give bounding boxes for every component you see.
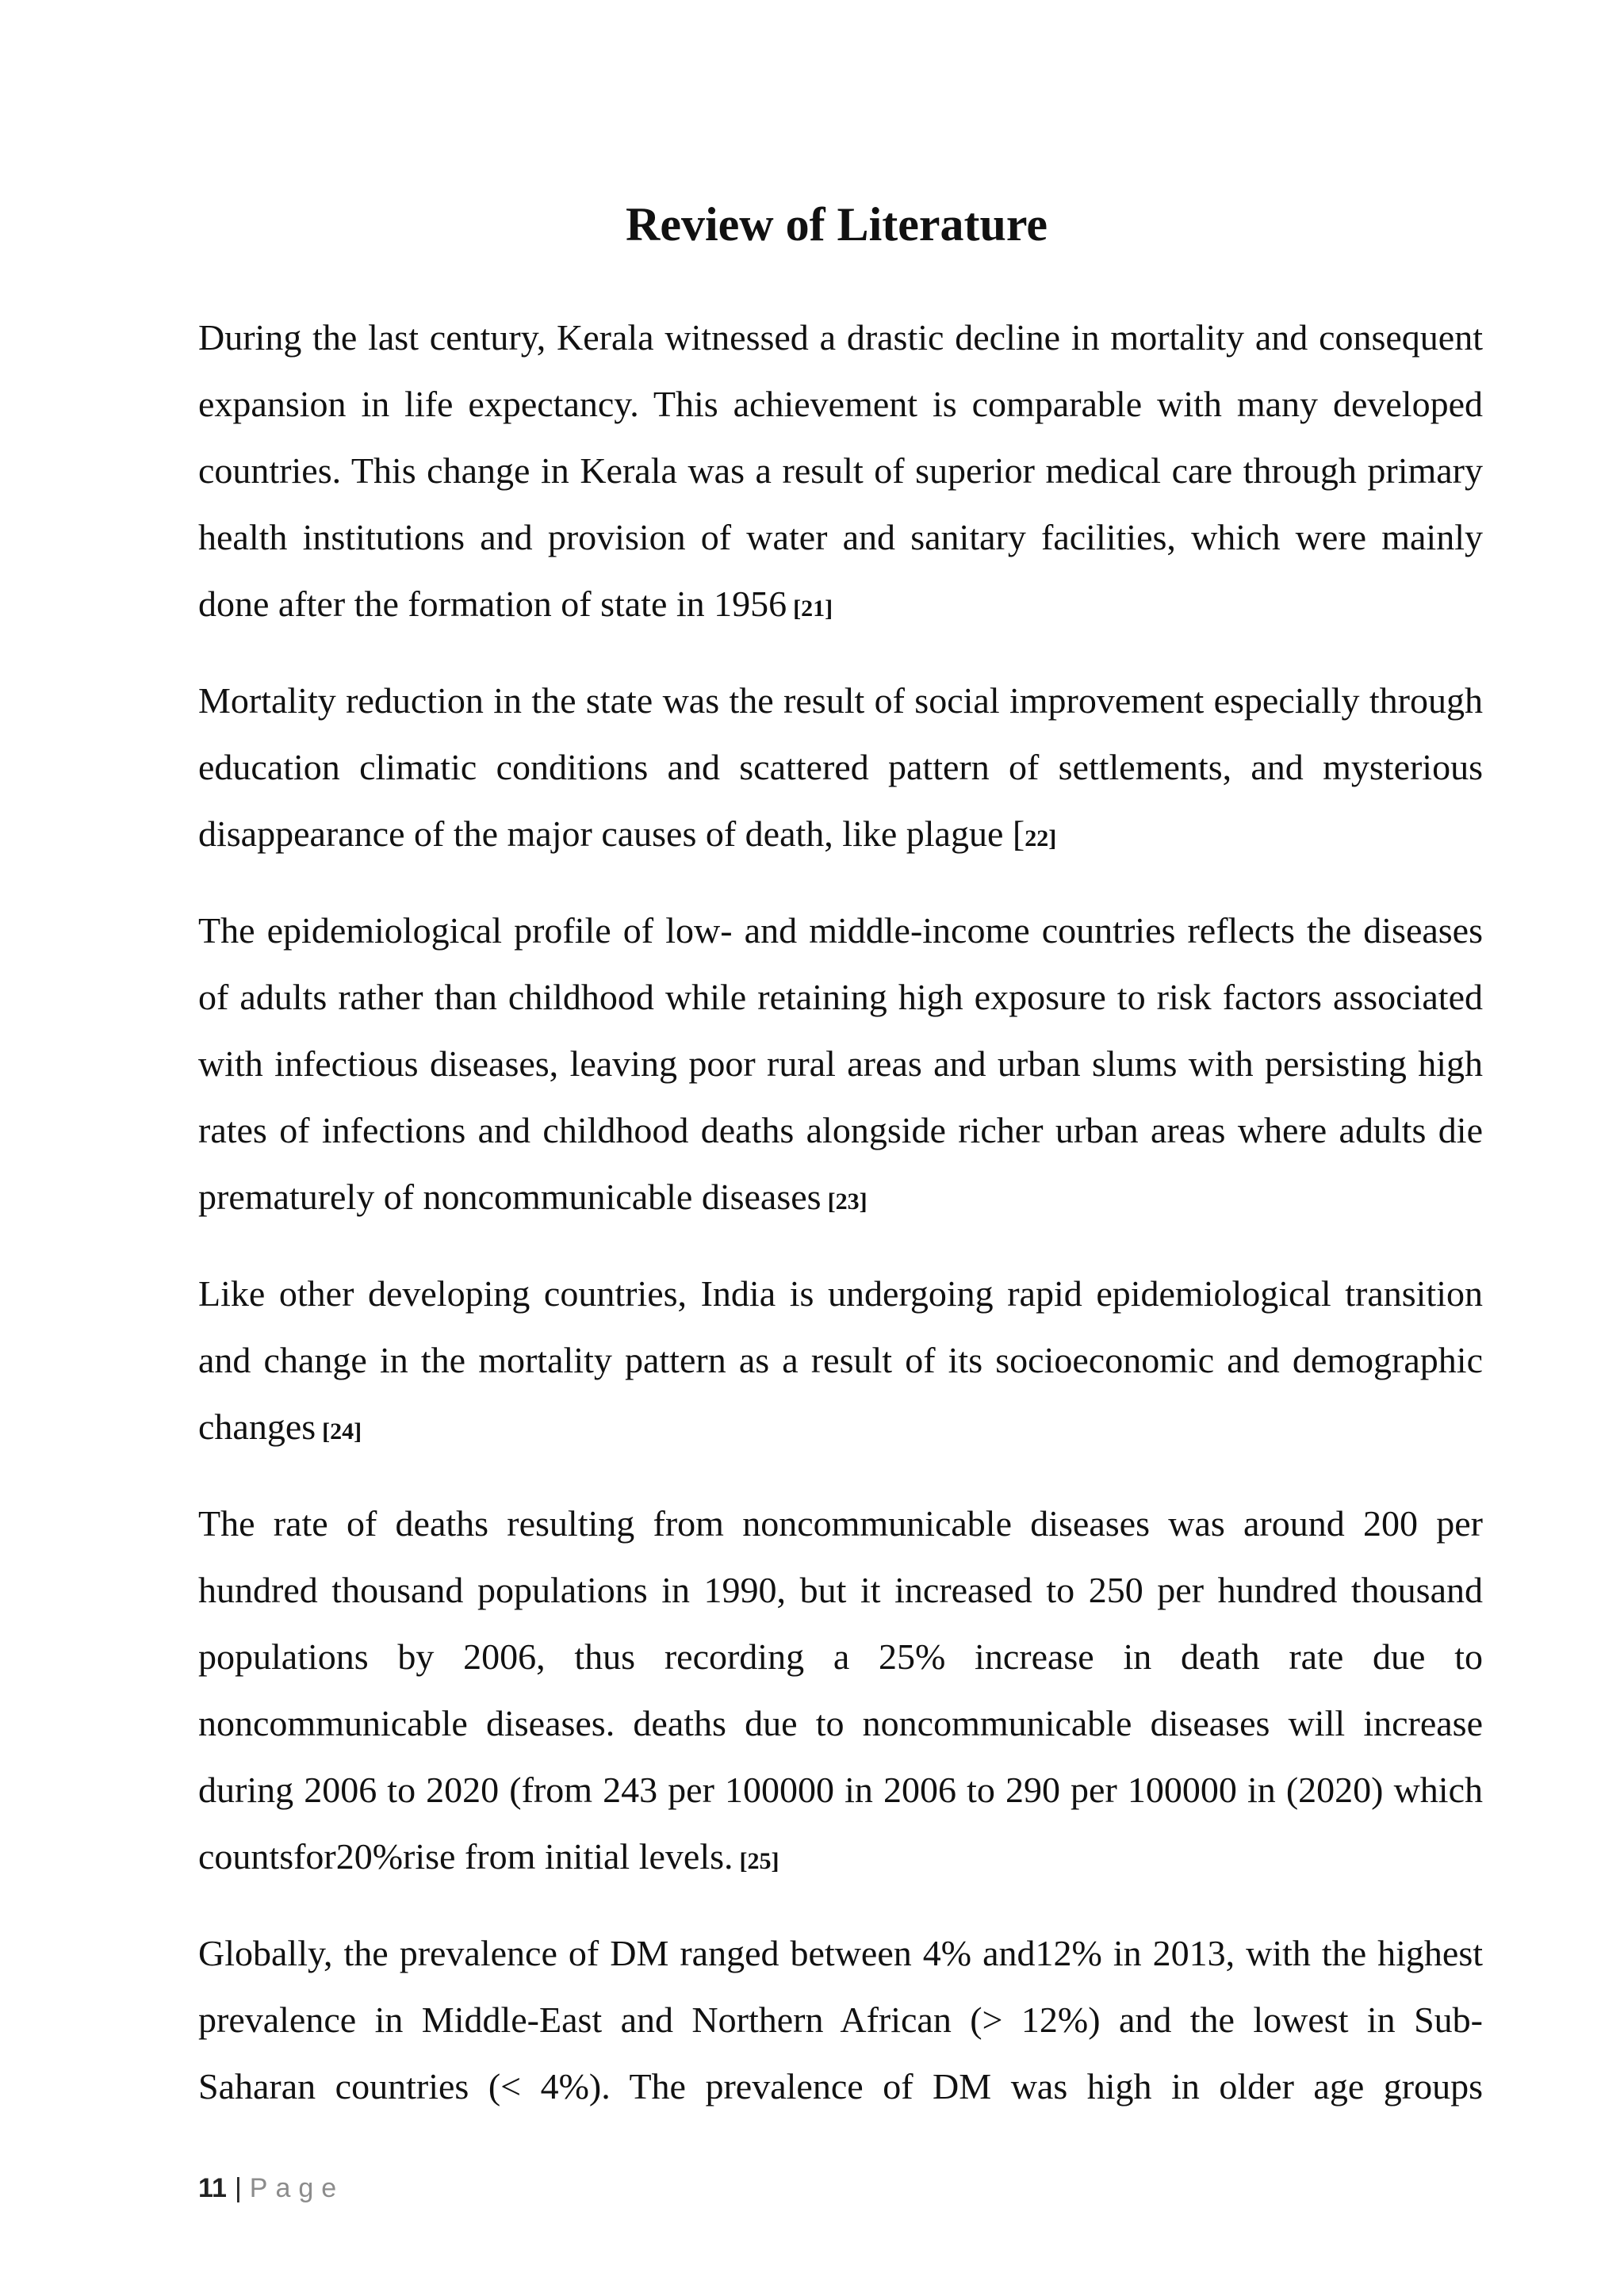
page-label: Page bbox=[249, 2173, 345, 2203]
page-number: 11 bbox=[198, 2173, 227, 2203]
paragraph-text: Like other developing countries, India is undergoing rapid epidemiological transition and change in the mortality pattern as a result of its socioeconomic and demographic changes bbox=[198, 1273, 1483, 1447]
paragraph-text: Globally, the prevalence of DM ranged between 4% and12% in 2013, with the highest prevalence in Middle-East and Northern African (> 12%) and the lowest in Sub-Saharan countries (< 4%). The prevalence of DM was high in older age groups bbox=[198, 1933, 1483, 2107]
paragraph-3 bbox=[198, 897, 1483, 1235]
paragraph-text: The rate of deaths resulting from noncommunicable diseases was around 200 per hundred thousand populations in 1990, but it increased to 250 per hundred thousand populations by 2006, thus recording a 25% increase in death rate due to noncommunicable diseases. deaths due to noncommunicable diseases will increase during 2006 to 2020 (from 243 per 100000 in 2006 to 290 per 100000 in (2020) which countsfor20%rise from initial levels. bbox=[198, 1503, 1483, 1877]
paragraph-text: During the last century, Kerala witnessed a drastic decline in mortality and consequent expansion in life expectancy. This achievement is comparable with many developed countries. This change in Kerala was a result of superior medical care through primary health institutions and provision of water and sanitary facilities, which were mainly done after the formation of state in 1956 bbox=[198, 317, 1483, 624]
citation: [25] bbox=[739, 1848, 779, 1874]
citation: [21] bbox=[793, 595, 833, 622]
paragraph-text: Mortality reduction in the state was the result of social improvement especially through education climatic conditions and scattered pattern of settlements, and mysterious disappearance of the major causes of death, like plague [ bbox=[198, 680, 1483, 854]
citation: [24] bbox=[322, 1418, 362, 1445]
footer-separator: | bbox=[234, 2173, 242, 2203]
citation: 22] bbox=[1025, 825, 1057, 851]
paragraph-1 bbox=[198, 304, 1483, 642]
paragraph-4 bbox=[198, 1261, 1483, 1465]
paragraph-5 bbox=[198, 1490, 1483, 1895]
citation: [23] bbox=[827, 1188, 868, 1215]
paragraph-2 bbox=[198, 668, 1483, 872]
paragraph-6 bbox=[198, 1920, 1483, 2120]
page-footer bbox=[198, 2172, 344, 2204]
paragraph-text: The epidemiological profile of low- and middle-income countries reflects the diseases of adults rather than childhood while retaining high exposure to risk factors associated with infectious diseases, leaving poor rural areas and urban slums with persisting high rates of infections and childhood deaths alongside richer urban areas where adults die prematurely of noncommunicable diseases bbox=[198, 910, 1483, 1217]
body-text bbox=[198, 304, 1483, 2145]
page-title: Review of Literature bbox=[625, 198, 1048, 251]
